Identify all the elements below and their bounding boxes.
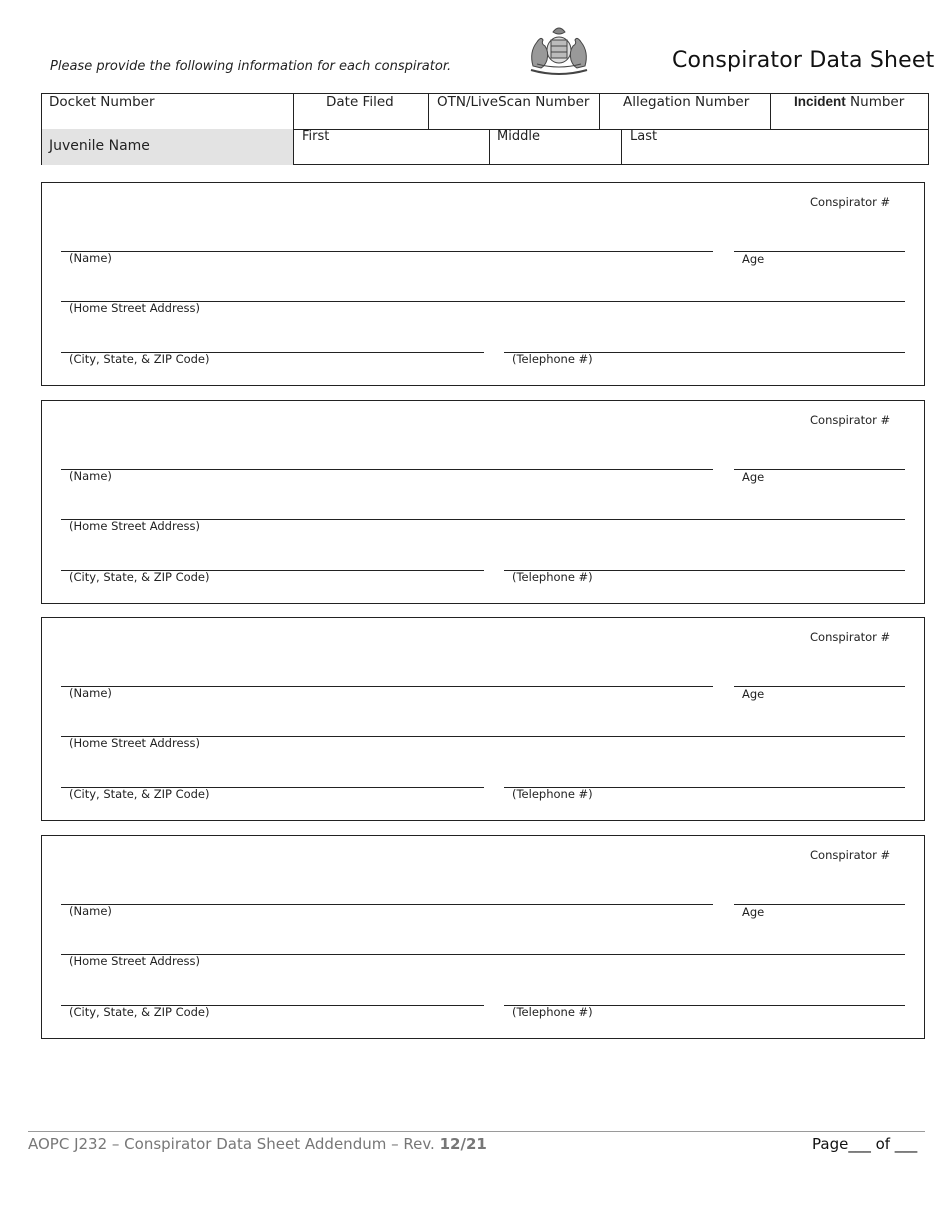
docket-number-cell[interactable] [42,94,293,129]
telephone-caption: (Telephone #) [512,1005,593,1019]
age-caption: Age [742,252,765,266]
docket-number-label: Docket Number [49,94,155,110]
age-caption: Age [742,687,765,701]
name-field[interactable] [61,251,713,252]
age-caption: Age [742,470,765,484]
instruction-text: Please provide the following information for each conspirator. [50,59,452,74]
juvenile-name-label: Juvenile Name [49,138,150,154]
pennsylvania-seal-icon [525,20,593,76]
home-address-caption: (Home Street Address) [69,736,200,750]
middle-name-cell[interactable] [489,129,621,165]
first-name-label: First [302,129,330,144]
page-number-label: Page___ of ___ [812,1135,918,1153]
conspirator-card [41,400,925,604]
city-state-zip-caption: (City, State, & ZIP Code) [69,570,210,584]
city-state-zip-caption: (City, State, & ZIP Code) [69,787,210,801]
conspirator-number-label: Conspirator # [810,848,891,862]
telephone-caption: (Telephone #) [512,352,593,366]
incident-number-label: Incident Number [794,94,905,110]
home-address-caption: (Home Street Address) [69,519,200,533]
conspirator-number-label: Conspirator # [810,630,891,644]
telephone-caption: (Telephone #) [512,787,593,801]
middle-name-label: Middle [497,129,540,144]
allegation-number-label: Allegation Number [623,94,750,110]
name-field[interactable] [61,904,713,905]
last-name-cell[interactable] [621,129,928,165]
name-field[interactable] [61,469,713,470]
name-caption: (Name) [69,469,112,483]
first-name-cell[interactable] [293,129,489,165]
form-identifier: AOPC J232 – Conspirator Data Sheet Addendum – Rev. 12/21 [28,1135,487,1153]
name-caption: (Name) [69,904,112,918]
conspirator-card [41,182,925,386]
city-state-zip-caption: (City, State, & ZIP Code) [69,1005,210,1019]
date-filed-label: Date Filed [326,94,394,110]
last-name-label: Last [630,129,658,144]
revision-date: 12/21 [439,1135,487,1153]
age-caption: Age [742,905,765,919]
allegation-number-cell[interactable] [599,94,770,129]
telephone-caption: (Telephone #) [512,570,593,584]
case-info-table [41,93,929,165]
conspirator-number-label: Conspirator # [810,413,891,427]
name-field[interactable] [61,686,713,687]
otn-livescan-cell[interactable] [428,94,599,129]
footer-divider [28,1131,925,1132]
city-state-zip-caption: (City, State, & ZIP Code) [69,352,210,366]
date-filed-cell[interactable] [293,94,428,129]
juvenile-name-cell [42,129,293,165]
name-caption: (Name) [69,251,112,265]
home-address-caption: (Home Street Address) [69,954,200,968]
otn-livescan-label: OTN/LiveScan Number [437,94,590,110]
home-address-caption: (Home Street Address) [69,301,200,315]
page-title: Conspirator Data Sheet [672,48,935,73]
incident-number-cell[interactable] [770,94,928,129]
conspirator-card [41,617,925,821]
conspirator-card [41,835,925,1039]
name-caption: (Name) [69,686,112,700]
conspirator-number-label: Conspirator # [810,195,891,209]
